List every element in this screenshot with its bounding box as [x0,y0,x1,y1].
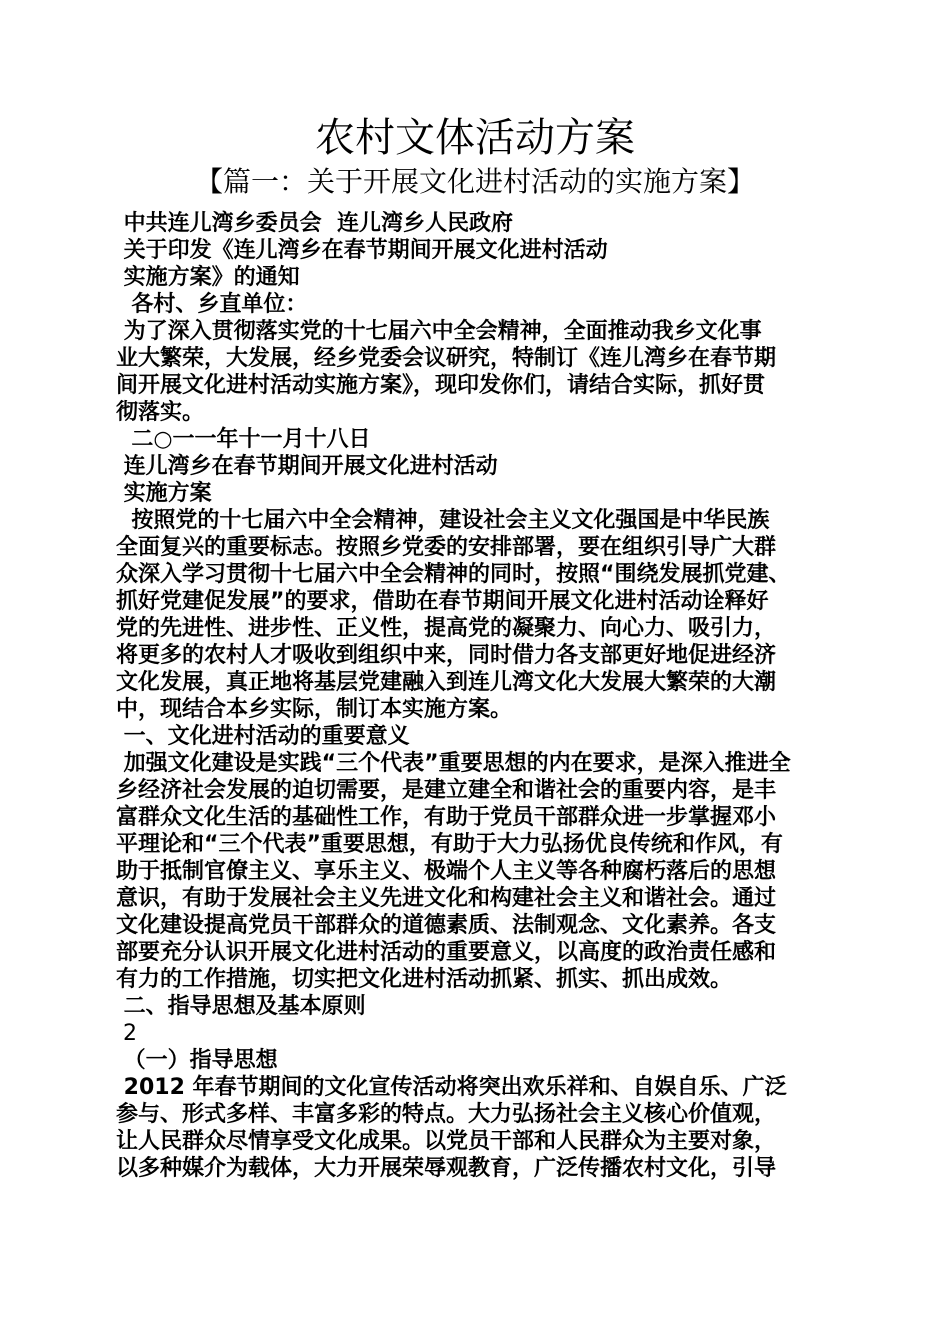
document-title: 农村文体活动方案 [315,115,635,161]
body-line: 党的先进性、进步性、正义性，提高党的凝聚力、向心力、吸引力， [116,616,777,641]
body-line: 各村、乡直单位： [116,292,308,317]
body-line: 文化发展，真正地将基层党建融入到连儿湾文化大发展大繁荣的大潮 [116,670,777,695]
body-line: 实施方案 [116,481,212,506]
body-line: 全面复兴的重要标志。按照乡党委的安排部署，要在组织引导广大群 [116,535,777,560]
body-line: 连儿湾乡在春节期间开展文化进村活动 [116,454,498,479]
body-line: 加强文化建设是实践“三个代表”重要思想的内在要求，是深入推进全 [116,751,791,776]
body-line: 以多种媒介为载体，大力开展荣辱观教育，广泛传播农村文化，引导 [116,1156,777,1181]
body-line: 2012 年春节期间的文化宣传活动将突出欢乐祥和、自娱自乐、广泛 [116,1075,787,1100]
body-line: 关于印发《连儿湾乡在春节期间开展文化进村活动 [116,238,608,263]
body-line: 彻落实。 [116,400,205,425]
body-line: 业大繁荣，大发展，经乡党委会议研究，特制订《连儿湾乡在春节期 [116,346,777,371]
document-subtitle: 【篇一：关于开展文化进村活动的实施方案】 [194,165,755,198]
body-line: 将更多的农村人才吸收到组织中来，同时借力各支部更好地促进经济 [116,643,777,668]
body-line: 众深入学习贯彻十七届六中全会精神的同时，按照“围绕发展抓党建、 [116,562,791,587]
body-line: 按照党的十七届六中全会精神，建设社会主义文化强国是中华民族 [116,508,770,533]
body-line: 富群众文化生活的基础性工作，有助于党员干部群众进一步掌握邓小 [116,805,777,830]
body-line: 平理论和“三个代表”重要思想，有助于大力弘扬优良传统和作风，有 [116,832,783,857]
body-line: 为了深入贯彻落实党的十七届六中全会精神，全面推动我乡文化事 [116,319,762,344]
body-line: 二、指导思想及基本原则 [116,994,366,1019]
body-line: 2 [116,1021,137,1046]
body-line: 有力的工作措施，切实把文化进村活动抓紧、抓实、抓出成效。 [116,967,733,992]
body-line: 抓好党建促发展”的要求，借助在春节期间开展文化进村活动诠释好 [116,589,769,614]
body-line: 部要充分认识开展文化进村活动的重要意义，以高度的政治责任感和 [116,940,777,965]
body-line: 乡经济社会发展的迫切需要，是建立建全和谐社会的重要内容，是丰 [116,778,777,803]
body-line: 让人民群众尽情享受文化成果。以党员干部和人民群众为主要对象， [116,1129,777,1154]
body-line: 文化建设提高党员干部群众的道德素质、法制观念、文化素养。各支 [116,913,777,938]
body-line: （一）指导思想 [116,1048,278,1073]
body-line: 助于抵制官僚主义、享乐主义、极端个人主义等各种腐朽落后的思想 [116,859,777,884]
body-line: 一、文化进村活动的重要意义 [116,724,410,749]
body-line: 间开展文化进村活动实施方案》，现印发你们，请结合实际，抓好贯 [116,373,766,398]
body-line: 实施方案》的通知 [116,265,300,290]
body-line: 参与、形式多样、丰富多彩的特点。大力弘扬社会主义核心价值观， [116,1102,777,1127]
document-body [116,210,838,1182]
body-line: 中共连儿湾乡委员会 连儿湾乡人民政府 [116,211,513,236]
body-line: 中，现结合本乡实际，制订本实施方案。 [116,697,513,722]
body-line: 意识，有助于发展社会主义先进文化和构建社会主义和谐社会。通过 [116,886,777,911]
body-line: 二○一一年十一月十八日 [116,427,371,452]
